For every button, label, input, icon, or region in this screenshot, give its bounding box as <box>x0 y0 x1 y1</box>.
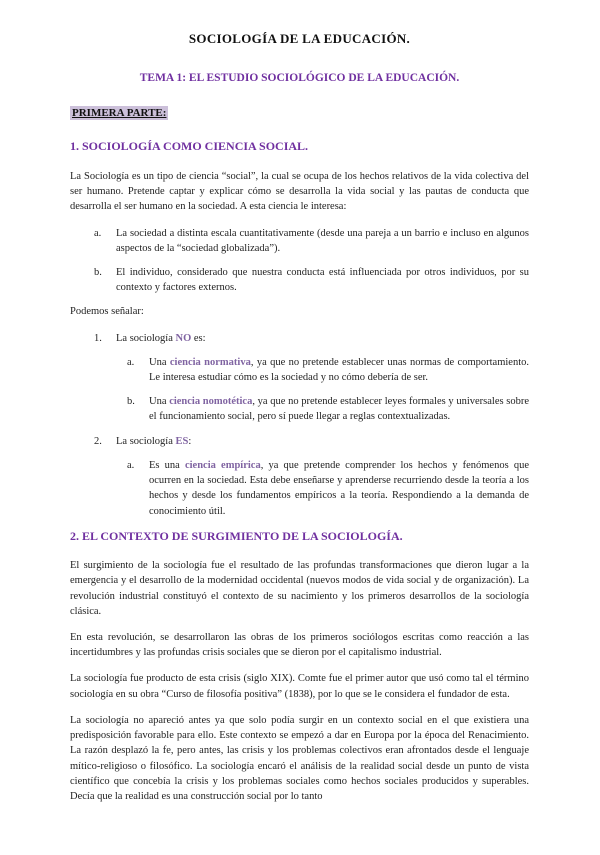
list-item <box>127 458 529 519</box>
document-subtitle: TEMA 1: EL ESTUDIO SOCIOLÓGICO DE LA EDUCACIÓN. <box>139 71 460 84</box>
text-segment: , ya que no pretende establecer unas normas de comportamiento. Le interesa estudiar cómo es la sociedad y no cómo debería de ser. <box>149 356 529 384</box>
text-segment: es: <box>191 332 206 344</box>
list-marker: a. <box>127 459 135 471</box>
list-item-text <box>149 394 529 424</box>
emphasis-term: NO <box>175 332 192 344</box>
list-item-text: El individuo, considerado que nuestra conducta está influenciada por otros individuos, por su contexto y factores externos. <box>116 266 529 294</box>
section-2-paragraph: El surgimiento de la sociología fue el resultado de las profundas transformaciones que dieron lugar a la emergencia y el desarrollo de la modernidad occidental (nuevos modos de vida social y de organización). La revolución industrial constituyó el contexto de su nacimiento y los primeros desarrollos de la sociología clásica. <box>70 560 529 617</box>
emphasis-term: ciencia nomotética <box>169 396 253 408</box>
text-segment: , ya que pretende comprender los hechos y fenómenos que ocurren en la sociedad. Esta debe enseñarse y aprenderse recurriendo desde la teoría a los hechos y desde los fundamentos empíricos a la teoría. Respondiendo a la demanda de conocimiento útil. <box>149 459 529 517</box>
document-title: SOCIOLOGÍA DE LA EDUCACIÓN. <box>188 31 411 46</box>
list-item <box>94 265 529 295</box>
list-item-text <box>116 434 529 449</box>
emphasis-term: ES <box>175 435 189 447</box>
emphasis-term: ciencia empírica <box>184 459 261 471</box>
section-2-paragraph: En esta revolución, se desarrollaron las obras de los primeros sociólogos escritas como reacción a las incertidumbres y las profundas crisis sociales que se dieron por el capitalismo industrial. <box>70 632 529 659</box>
list-marker: 1. <box>94 332 102 344</box>
emphasis-term: ciencia normativa <box>169 356 251 368</box>
list-item-text <box>116 331 529 346</box>
senalar-paragraph: Podemos señalar: <box>70 306 144 318</box>
interest-list <box>70 226 529 296</box>
no-sublist <box>70 355 529 425</box>
text-segment: : <box>188 435 192 447</box>
list-marker: b. <box>127 396 135 408</box>
numbered-list <box>70 434 529 449</box>
section-1-heading: 1. SOCIOLOGÍA COMO CIENCIA SOCIAL. <box>70 139 309 154</box>
text-segment: Una <box>149 396 170 408</box>
list-marker: a. <box>127 356 135 368</box>
list-item-no <box>94 331 529 346</box>
list-marker: b. <box>94 266 102 278</box>
part-label: PRIMERA PARTE: <box>72 106 167 119</box>
numbered-list <box>70 331 529 346</box>
list-item <box>127 355 529 385</box>
list-item <box>127 394 529 424</box>
list-item-text <box>149 355 529 385</box>
section-2-paragraph: La sociología no apareció antes ya que solo podía surgir en un contexto social en el que existiera una predisposición favorable para ello. Este contexto se empezó a dar en Europa por la época del Renacimiento. La razón desplazó la fe, pero antes, las crisis y los problemas colectivos eran afrontados desde el lenguaje mítico-religioso o filosófico. La sociología encaró el análisis de la realidad social desde un punto de vista científico que concebía la crisis y los problemas sociales como hechos sociales producidos y superables. Decía que la realidad es una construcción social por lo tanto <box>70 714 529 803</box>
list-marker: 2. <box>94 435 102 447</box>
text-segment: Una <box>149 356 170 368</box>
es-sublist <box>70 458 529 519</box>
list-item-text: La sociedad a distinta escala cuantitativamente (desde una pareja a un barrio e incluso en algunos aspectos de la “sociedad globalizada”). <box>116 227 529 254</box>
text-segment: La sociología <box>116 332 176 344</box>
text-segment: Es una <box>149 459 185 471</box>
text-segment: , ya que no pretende establecer leyes formales y universales sobre el funcionamiento social, pero sí puede llegar a reglas contextualizadas. <box>149 396 529 423</box>
list-marker: a. <box>94 227 102 239</box>
list-item <box>94 226 529 256</box>
section-1-intro-paragraph: La Sociología es un tipo de ciencia “social”, la cual se ocupa de los hechos relativos de la vida colectiva del ser humano. Pretende captar y explicar cómo se desarrolla la vida social y las pautas de conducta que desarrolla el ser humano en la sociedad. A esta ciencia le interesa: <box>70 170 529 213</box>
text-segment: La sociología <box>116 435 176 447</box>
part-label-row <box>70 106 529 122</box>
section-2-paragraph: La sociología fue producto de esta crisis (siglo XIX). Comte fue el primer autor que usó como tal el término sociología en su obra “Curso de filosofía positiva” (1838), por lo que se le considera el fundador de esta. <box>70 673 529 700</box>
list-item-text <box>149 458 529 519</box>
section-2-heading: 2. EL CONTEXTO DE SURGIMIENTO DE LA SOCIOLOGÍA. <box>70 528 403 543</box>
list-item-es <box>94 434 529 449</box>
